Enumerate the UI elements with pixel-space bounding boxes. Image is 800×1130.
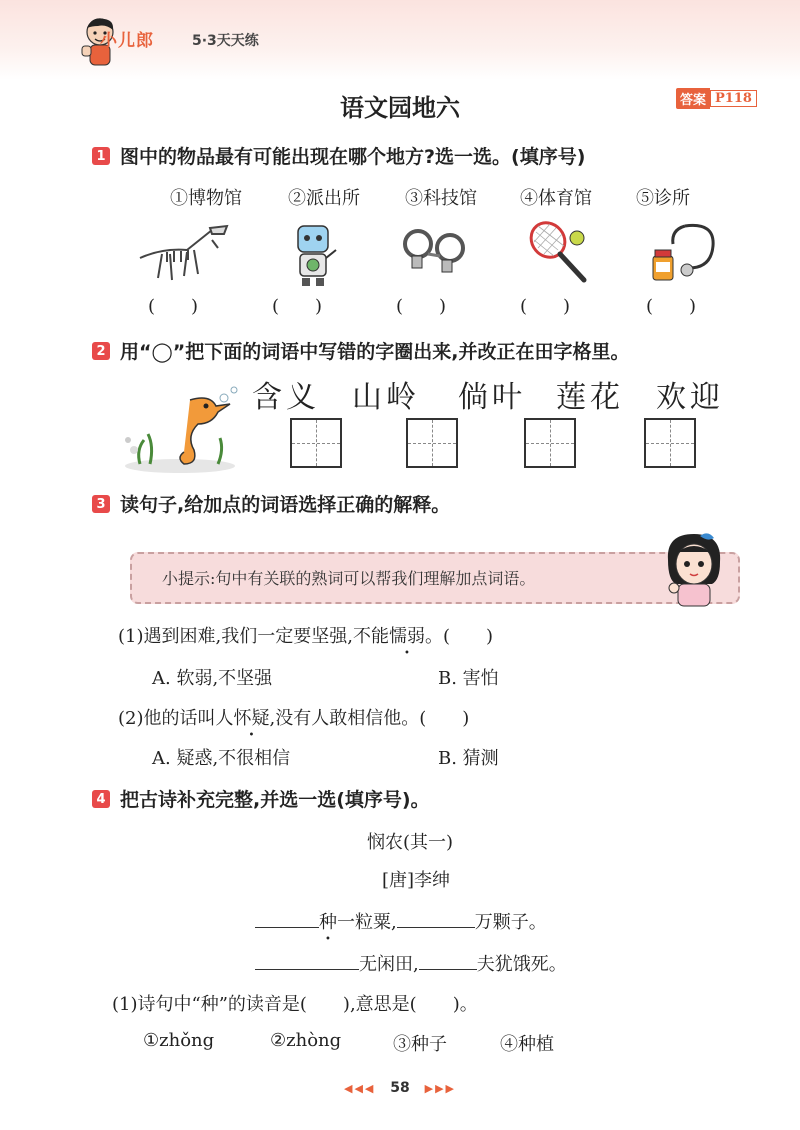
poem-blank-2[interactable] xyxy=(397,911,475,928)
option-museum: ①博物馆 xyxy=(170,188,242,209)
answer-blank-2[interactable]: ( ) xyxy=(272,296,323,317)
q4-option-4: ④种植 xyxy=(500,1034,554,1055)
robot-icon xyxy=(290,220,340,290)
option-police-station: ②派出所 xyxy=(288,188,360,209)
question-3-number: 3 xyxy=(92,495,110,513)
answer-label: 答案 xyxy=(676,88,710,109)
tianzi-grid-3[interactable] xyxy=(524,418,576,468)
tianzi-grid-1[interactable] xyxy=(290,418,342,468)
tennis-racket-icon xyxy=(524,218,594,288)
poem-blank-3[interactable] xyxy=(255,953,359,970)
seahorse-icon xyxy=(120,380,250,475)
option-stadium: ④体育馆 xyxy=(520,188,592,209)
option-clinic: ⑤诊所 xyxy=(636,188,690,209)
answer-blank-4[interactable]: ( ) xyxy=(520,296,571,317)
q4-option-2: ②zhòng xyxy=(270,1030,342,1051)
q3-s1-option-b[interactable]: B. 害怕 xyxy=(438,668,499,689)
poem-line-1b: 万颗子。 xyxy=(474,912,547,933)
poem-line-2 xyxy=(255,950,567,976)
page-number: 58 xyxy=(390,1080,410,1096)
tianzi-grid-2[interactable] xyxy=(406,418,458,468)
poem-line-2b: 夫犹饿死。 xyxy=(476,954,567,975)
page-footer xyxy=(0,1080,800,1096)
dinosaur-skeleton-icon xyxy=(132,218,232,288)
q3-s2-dotted-word: 怀疑 xyxy=(233,708,270,729)
answer-ref xyxy=(676,88,757,108)
brand-logo: 小儿郎 xyxy=(100,31,154,51)
q3-s2-option-a[interactable]: A. 疑惑,不很相信 xyxy=(152,748,291,769)
right-arrows-icon: ▶▶▶ xyxy=(424,1082,456,1095)
question-4-number: 4 xyxy=(92,790,110,808)
q3-s1-post[interactable]: 。( ) xyxy=(424,626,493,647)
q3-sentence-2 xyxy=(118,704,469,730)
q3-s2-option-b[interactable]: B. 猜测 xyxy=(438,748,499,769)
poem-blank-4[interactable] xyxy=(419,953,477,970)
question-1-number: 1 xyxy=(92,147,110,165)
q3-s2-pre: (2)他的话叫人 xyxy=(118,708,234,729)
q3-s2-post[interactable]: ,没有人敢相信他。( ) xyxy=(269,708,470,729)
poem-author: [唐]李绅 xyxy=(382,870,451,891)
stethoscope-icon xyxy=(645,218,725,288)
answer-blank-1[interactable]: ( ) xyxy=(148,296,199,317)
tip-text: 小提示:句中有关联的熟词可以帮我们理解加点词语。 xyxy=(162,569,536,588)
q3-s1-option-a[interactable]: A. 软弱,不坚强 xyxy=(152,668,273,689)
page-title: 语文园地六 xyxy=(340,94,460,122)
poem-line-1a: 一粒粟, xyxy=(337,912,397,933)
girl-mascot-icon xyxy=(660,530,730,610)
answer-blank-5[interactable]: ( ) xyxy=(646,296,697,317)
poem-line-2a: 无闲田, xyxy=(359,954,419,975)
left-arrows-icon: ◀◀◀ xyxy=(343,1082,376,1095)
answer-page: P118 xyxy=(710,90,757,107)
poem-title: 悯农(其一) xyxy=(367,832,454,853)
question-2-number: 2 xyxy=(92,342,110,360)
q3-sentence-1 xyxy=(118,622,493,648)
q4-option-3: ③种子 xyxy=(393,1034,447,1055)
word-4[interactable]: 莲花 xyxy=(556,380,624,415)
question-4-prompt: 把古诗补充完整,并选一选(填序号)。 xyxy=(120,789,430,811)
word-2[interactable]: 山岭 xyxy=(352,380,420,415)
word-1[interactable]: 含义 xyxy=(252,380,320,415)
poem-dotted-char: 种 xyxy=(319,912,337,933)
tianzi-grid-4[interactable] xyxy=(644,418,696,468)
poem-blank-1[interactable] xyxy=(255,911,319,928)
series-label: 5·3天天练 xyxy=(192,33,259,49)
answer-blank-3[interactable]: ( ) xyxy=(396,296,447,317)
q3-s1-pre: (1)遇到困难,我们一定要坚强,不能 xyxy=(118,626,389,647)
option-science-museum: ③科技馆 xyxy=(405,188,477,209)
poem-line-1 xyxy=(255,908,547,934)
question-2-prompt: 用“◯”把下面的词语中写错的字圈出来,并改正在田字格里。 xyxy=(120,341,630,363)
handcuffs-icon xyxy=(398,220,470,286)
word-5[interactable]: 欢迎 xyxy=(656,380,724,415)
q4-option-1: ①zhǒng xyxy=(143,1030,215,1051)
question-1-prompt: 图中的物品最有可能出现在哪个地方?选一选。(填序号) xyxy=(120,146,586,168)
question-3-prompt: 读句子,给加点的词语选择正确的解释。 xyxy=(120,494,451,516)
q4-sub-question-1[interactable]: (1)诗句中“种”的读音是( ),意思是( )。 xyxy=(112,994,478,1015)
q3-s1-dotted-word: 懦弱 xyxy=(388,626,425,647)
word-3[interactable]: 倘叶 xyxy=(458,380,526,415)
